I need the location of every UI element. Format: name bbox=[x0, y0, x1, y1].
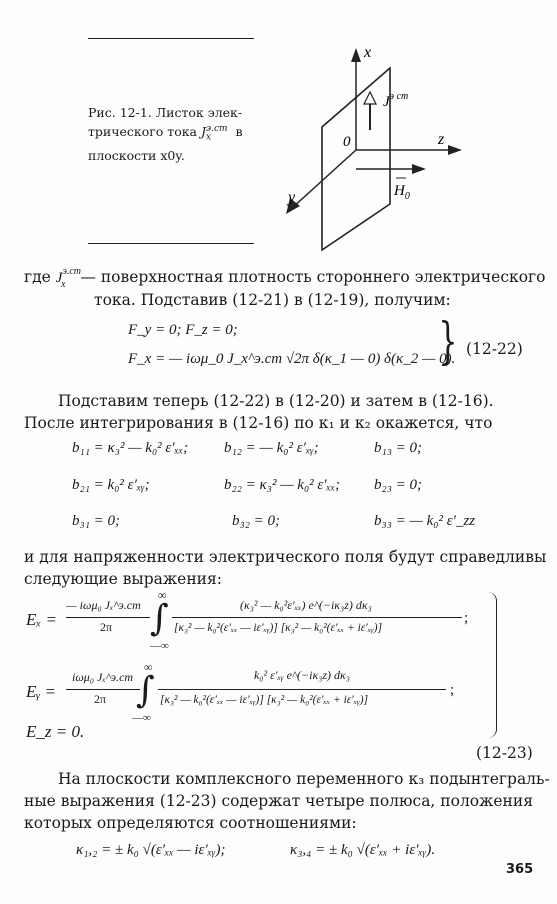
ey-int-den: [κ₃² — k₀²(ε′ₓₓ — iε′ₓᵧ)] [κ₃² — k₀²(ε′ₓₓ + iε′ₓᵧ)] bbox=[160, 694, 369, 706]
b12: b₁₂ = — k₀² ε′ₓᵧ; bbox=[224, 440, 319, 456]
caption-j-symbol: $J_x^{э.ст}$ bbox=[201, 124, 228, 143]
paragraph-substitute: тока. Подставив (12-21) в (12-19), получим: bbox=[94, 291, 451, 309]
current-sheet-figure bbox=[270, 32, 470, 254]
page-number: 365 bbox=[506, 862, 534, 877]
b31: b₃₁ = 0; bbox=[72, 513, 121, 529]
ex-lower-limit: —∞ bbox=[150, 640, 169, 652]
b33: b₃₃ = — k₀² ε′_zz bbox=[374, 513, 476, 529]
ex-semicolon: ; bbox=[464, 610, 469, 626]
ey-integral-sign: ∫ bbox=[136, 670, 155, 711]
figure-caption bbox=[88, 104, 243, 164]
ez: E_z = 0. bbox=[26, 722, 85, 741]
eq-12-23-number: (12-23) bbox=[476, 744, 533, 762]
ex-coef-num: — iωμ₀ Jₓ^э.ст bbox=[66, 598, 141, 612]
caption-rule-bottom bbox=[88, 243, 254, 244]
ex-coef-den: 2π bbox=[100, 620, 113, 634]
ey-int-num: k₀² ε′ₓᵧ e^(−iκ₃z) dκ₃ bbox=[254, 668, 350, 682]
paragraph-then-1: Подставим теперь (12-22) в (12-20) и затем в (12-16). bbox=[58, 392, 494, 410]
x-axis-label: x bbox=[364, 44, 372, 61]
field-arrow-head bbox=[412, 164, 426, 174]
ey-semicolon: ; bbox=[450, 682, 455, 698]
paragraph-poles-2: ные выражения (12-23) содержат четыре полюса, положения bbox=[24, 792, 533, 810]
caption-line-2: трического тока $J_x^{э.ст}$ в bbox=[88, 124, 243, 143]
ex-int-bar bbox=[172, 617, 462, 618]
ey-coef-den: 2π bbox=[94, 692, 107, 706]
ex-upper-limit: ∞ bbox=[158, 588, 167, 602]
eq-12-22-brace: } bbox=[438, 312, 458, 370]
z-axis-arrow bbox=[448, 145, 462, 155]
ey-coef-bar bbox=[66, 689, 140, 690]
poles-left: κ₁,₂ = ± k₀ √(ε′ₓₓ — iε′ₓᵧ); bbox=[76, 842, 226, 858]
paragraph-poles-1: На плоскости комплексного переменного κ₃ подынтеграль- bbox=[58, 770, 550, 788]
eq-12-22-row2: F_x = — iωμ_0 J_x^э.ст √2π δ(κ_1 — 0) δ(κ_2 — 0). bbox=[128, 351, 456, 367]
paragraph-then-2: После интегрирования в (12-16) по κ₁ и κ₂ окажется, что bbox=[24, 414, 493, 432]
current-arrow-head bbox=[364, 92, 376, 104]
x-axis-arrow bbox=[351, 48, 361, 62]
caption-line-3: плоскости x0y. bbox=[88, 147, 185, 163]
j-symbol: $J^{э.ст}_x$ bbox=[55, 266, 82, 290]
current-label: $J^{э ст}$ bbox=[383, 91, 409, 110]
field-label: $H_0$ bbox=[394, 183, 410, 202]
paragraph-poles-3: которых определяются соотношениями: bbox=[24, 814, 357, 832]
paragraph-field-2: следующие выражения: bbox=[24, 570, 223, 588]
b21: b₂₁ = k₀² ε′ₓᵧ; bbox=[72, 477, 150, 493]
b11: b₁₁ = κ₃² — k₀² ε′ₓₓ; bbox=[72, 440, 189, 456]
caption-line-1: Рис. 12-1. Листок элек- bbox=[88, 105, 243, 120]
ey-lower-limit: —∞ bbox=[132, 712, 151, 724]
y-axis-label: y bbox=[288, 189, 296, 206]
ex-int-den: [κ₃² — k₀²(ε′ₓₓ — iε′ₓᵧ)] [κ₃² — k₀²(ε′ₓₓ + iε′ₓᵧ)] bbox=[174, 622, 383, 634]
paragraph-where: где $J^{э.ст}_x$ — поверхностная плотность стороннего электрического bbox=[24, 266, 546, 290]
eq-12-23-brace bbox=[488, 592, 497, 738]
z-axis-label: z bbox=[438, 131, 445, 148]
b32: b₃₂ = 0; bbox=[232, 513, 281, 529]
origin-label: 0 bbox=[343, 134, 351, 150]
ex-coef-bar bbox=[66, 617, 150, 618]
caption-rule-top bbox=[88, 38, 254, 39]
paragraph-field-1: и для напряженности электрического поля будут справедливы bbox=[24, 548, 547, 566]
ex-int-num: (κ₃² — k₀²ε′ₓₓ) e^(−iκ₃z) dκ₃ bbox=[240, 598, 372, 612]
b22: b₂₂ = κ₃² — k₀² ε′ₓₓ; bbox=[224, 477, 341, 493]
ex-lhs: Eₓ = bbox=[26, 610, 57, 629]
ey-coef-num: iωμ₀ Jₓ^э.ст bbox=[72, 670, 134, 684]
ey-int-bar bbox=[158, 689, 446, 690]
ey-upper-limit: ∞ bbox=[144, 660, 153, 674]
b23: b₂₃ = 0; bbox=[374, 477, 423, 493]
ex-integral-sign: ∫ bbox=[150, 598, 169, 639]
eq-12-22-row1: F_y = 0; F_z = 0; bbox=[128, 322, 238, 338]
y-axis bbox=[292, 150, 356, 208]
eq-12-22-number: (12-22) bbox=[466, 340, 523, 358]
poles-right: κ₃,₄ = ± k₀ √(ε′ₓₓ + iε′ₓᵧ). bbox=[290, 842, 435, 858]
b13: b₁₃ = 0; bbox=[374, 440, 423, 456]
ey-lhs: Eᵧ = bbox=[26, 682, 57, 701]
